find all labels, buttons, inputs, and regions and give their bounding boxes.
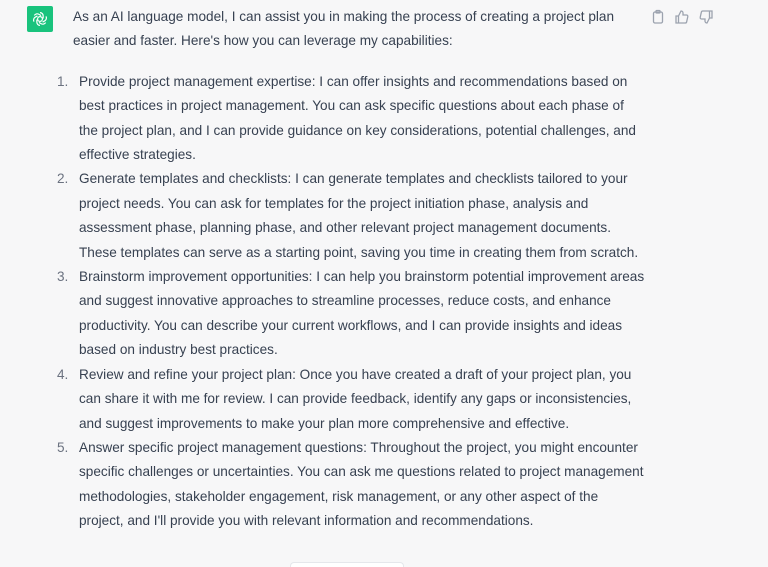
list-item: 1. Provide project management expertise: I can offer insights and recommendations based on best practices in project management. You can ask specific questions about each phase of the project plan, and I can provide guidance on key considerations, potential challenges, and effective strategies. [57, 73, 636, 163]
copy-icon [650, 9, 666, 25]
assistant-message [57, 5, 645, 534]
thumbs-down-button[interactable] [698, 9, 714, 25]
copy-button[interactable] [650, 9, 666, 25]
avatar [27, 6, 53, 32]
suggestion-list [57, 70, 645, 534]
list-item: 3. Brainstorm improvement opportunities: I can help you brainstorm potential improvement areas and suggest innovative approaches to streamline processes, reduce costs, and enhance productivity. You can describe your current workflows, and I can provide insights and ideas based on industry best practices. [57, 269, 645, 358]
thumbs-down-icon [698, 9, 714, 25]
openai-logo-icon [31, 10, 49, 28]
list-item: 2. Generate templates and checklists: I can generate templates and checklists tailored to your project needs. You can ask for templates for the project initiation phase, analysis and assessment phase, planning phase, and other relevant project management documents. These templates can serve as a starting point, saving you time in creating them from scratch. [57, 171, 639, 260]
message-intro: As an AI language model, I can assist you in making the process of creating a project plan easier and faster. Here's how you can leverage my capabilities: [73, 9, 615, 49]
message-actions [650, 9, 714, 25]
thumbs-up-icon [674, 9, 690, 25]
thumbs-up-button[interactable] [674, 9, 690, 25]
list-item: 4. Review and refine your project plan: Once you have created a draft of your project plan, you can share it with me for review. I can provide feedback, identify any gaps or inconsistencies, and suggest improvements to make your plan more comprehensive and effective. [57, 366, 632, 431]
list-item: 5. Answer specific project management questions: Throughout the project, you might encounter specific challenges or uncertainties. You can ask me questions related to project management methodologies, stakeholder engagement, risk management, or any other aspect of the project, and I'll provide you with relevant information and recommendations. [57, 439, 644, 529]
